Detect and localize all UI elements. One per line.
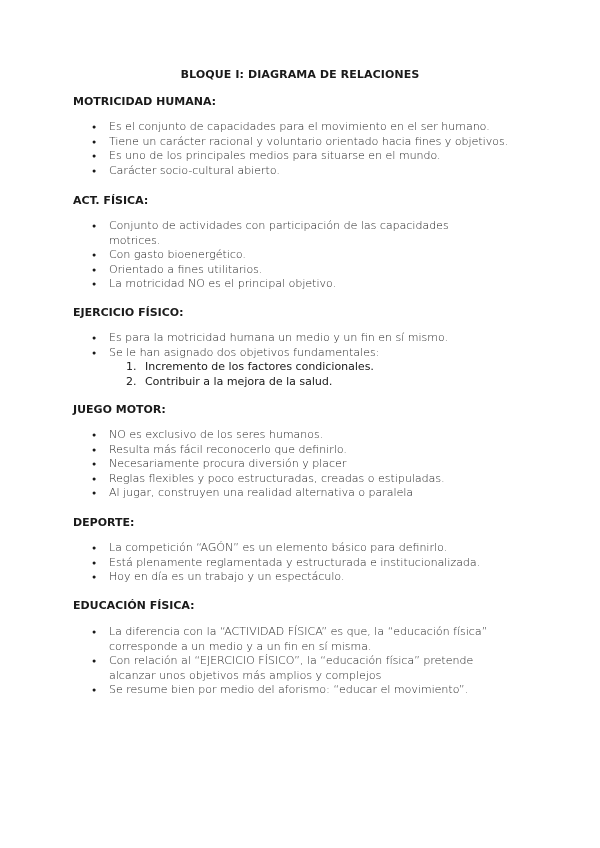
sublist-item: 1. Incremento de los factores condicionales. — [126, 360, 374, 373]
list-item: ● Es el conjunto de capacidades para el movimiento en el ser humano. — [92, 120, 542, 135]
list-item: ● Está plenamente reglamentada y estructurada e institucionalizada. — [92, 556, 542, 571]
section-heading-motricidad: MOTRICIDAD HUMANA: — [73, 95, 217, 108]
list-item: ● Hoy en día es un trabajo y un espectáculo. — [92, 570, 542, 585]
section-heading-deporte: DEPORTE: — [73, 516, 135, 529]
section-heading-act-fisica: ACT. FÍSICA: — [73, 194, 149, 207]
list-item: ● Con gasto bioenergético. — [92, 248, 472, 263]
list-ejercicio-fisico — [92, 331, 542, 360]
list-juego-motor — [92, 428, 542, 501]
list-item: ● Conjunto de actividades con participación de las capacidades motrices. — [92, 219, 472, 248]
list-item: ● La competición “AGÓN” es un elemento básico para definirlo. — [92, 541, 542, 556]
list-item: ● NO es exclusivo de los seres humanos. — [92, 428, 542, 443]
document-title: BLOQUE I: DIAGRAMA DE RELACIONES — [180, 68, 420, 81]
list-item: ● Es uno de los principales medios para situarse en el mundo. — [92, 149, 542, 164]
list-item: ● Tiene un carácter racional y voluntario orientado hacia fines y objetivos. — [92, 135, 542, 150]
sublist-objetivos — [109, 360, 529, 389]
list-item: ● Resulta más fácil reconocerlo que definirlo. — [92, 443, 542, 458]
list-deporte — [92, 541, 542, 585]
list-item: ● Orientado a fines utilitarios. — [92, 263, 472, 278]
section-heading-ejercicio-fisico: EJERCICIO FÍSICO: — [73, 306, 184, 319]
list-item: ● Reglas flexibles y poco estructuradas, creadas o estipuladas. — [92, 472, 542, 487]
list-item: ● Carácter socio-cultural abierto. — [92, 164, 542, 179]
list-educacion-fisica — [92, 625, 512, 698]
list-item: ● Con relación al “EJERCICIO FÍSICO”, la “educación física” pretende alcanzar unos objetivos más amplios y complejos — [92, 654, 512, 683]
list-item: ● Necesariamente procura diversión y placer — [92, 457, 542, 472]
sublist-item: 2. Contribuir a la mejora de la salud. — [126, 374, 333, 388]
list-item: ● La diferencia con la “ACTIVIDAD FÍSICA” es que, la “educación física” corresponde a un medio y a un fin en sí misma. — [92, 625, 512, 654]
section-heading-juego-motor: JUEGO MOTOR: — [73, 403, 166, 416]
list-item: ● Es para la motricidad humana un medio y un fin en sí mismo. — [92, 331, 542, 346]
list-motricidad — [92, 120, 542, 178]
list-item: ● Se resume bien por medio del aforismo: “educar el movimiento”. — [92, 683, 512, 698]
list-item: ● Al jugar, construyen una realidad alternativa o paralela — [92, 486, 542, 501]
list-item: ● Se le han asignado dos objetivos fundamentales: — [92, 346, 542, 361]
section-heading-educacion-fisica: EDUCACIÓN FÍSICA: — [73, 599, 195, 612]
list-act-fisica — [92, 219, 472, 292]
list-item: ● La motricidad NO es el principal objetivo. — [92, 277, 472, 292]
